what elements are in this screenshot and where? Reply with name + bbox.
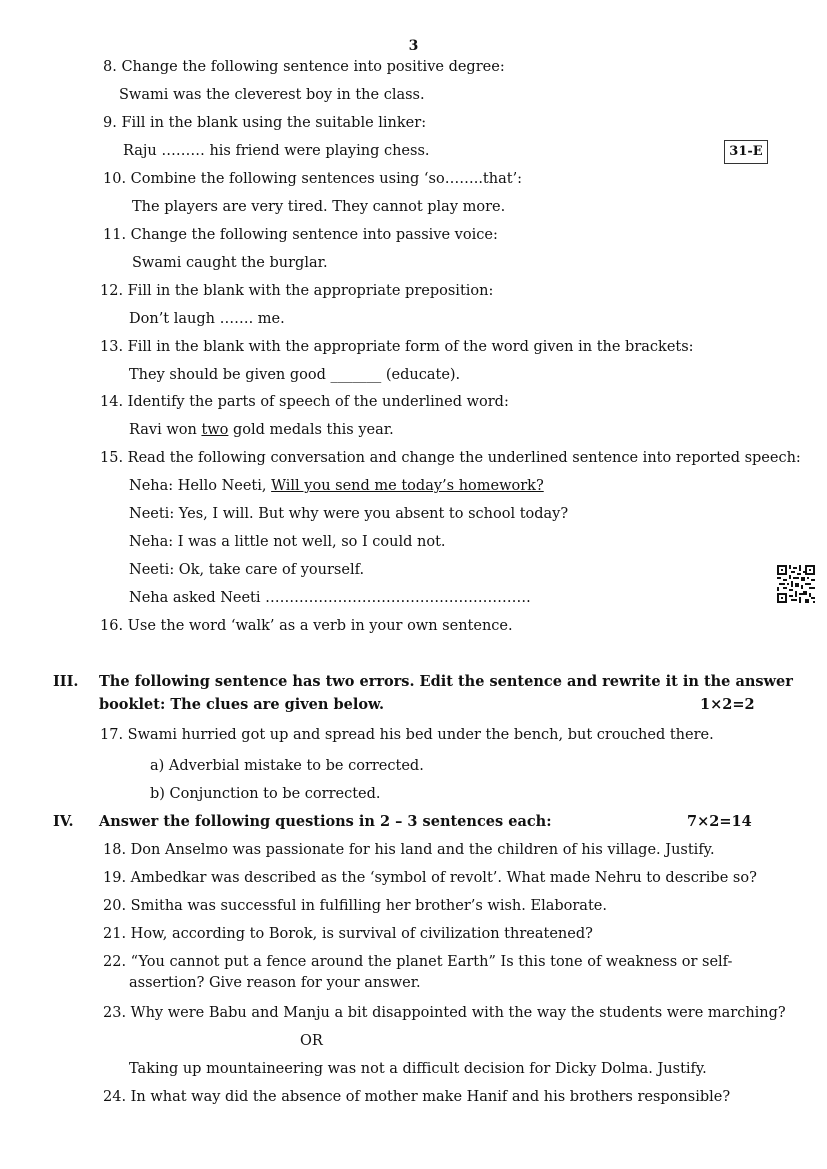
question-12: 12. Fill in the blank with the appropriate preposition: <box>100 283 494 299</box>
question-17-clue-b: b) Conjunction to be corrected. <box>150 786 381 802</box>
question-19: 19. Ambedkar was described as the ‘symbol of revolt’. What made Nehru to describe so? <box>103 870 757 886</box>
question-20: 20. Smitha was successful in fulfilling her brother’s wish. Elaborate. <box>103 898 607 914</box>
question-22-line-2: assertion? Give reason for your answer. <box>129 975 421 991</box>
qr-code-icon <box>777 565 815 603</box>
conversation-line-2: Neeti: Yes, I will. But why were you absent to school today? <box>129 506 569 522</box>
question-14: 14. Identify the parts of speech of the underlined word: <box>100 394 509 410</box>
question-9: 9. Fill in the blank using the suitable linker: <box>103 115 427 131</box>
question-17-clue-a: a) Adverbial mistake to be corrected. <box>150 758 424 774</box>
question-23: 23. Why were Babu and Manju a bit disappointed with the way the students were marching? <box>103 1005 786 1021</box>
question-17: 17. Swami hurried got up and spread his bed under the bench, but crouched there. <box>100 727 714 743</box>
question-11: 11. Change the following sentence into passive voice: <box>103 227 498 243</box>
conversation-line-4: Neeti: Ok, take care of yourself. <box>129 562 365 578</box>
section-3-instruction-line-1: The following sentence has two errors. Edit the sentence and rewrite it in the answer <box>99 673 793 690</box>
section-4-roman: IV. <box>53 813 74 830</box>
conversation-line-3: Neha: I was a little not well, so I could not. <box>129 534 446 550</box>
paper-code-box: 31-E <box>724 140 768 164</box>
question-23-alternative: Taking up mountaineering was not a difficult decision for Dicky Dolma. Justify. <box>129 1061 707 1077</box>
question-11-sentence: Swami caught the burglar. <box>132 255 328 271</box>
question-15: 15. Read the following conversation and change the underlined sentence into reported speech: <box>100 450 801 466</box>
question-21: 21. How, according to Borok, is survival of civilization threatened? <box>103 926 593 942</box>
question-14-sentence: Ravi won two gold medals this year. <box>129 422 394 438</box>
question-12-sentence: Don’t laugh ……. me. <box>129 311 285 327</box>
question-9-sentence: Raju ……… his friend were playing chess. <box>123 143 430 159</box>
question-10: 10. Combine the following sentences using ‘so……..that’: <box>103 171 523 187</box>
section-4-marks: 7×2=14 <box>687 813 752 830</box>
underlined-word: two <box>201 422 229 438</box>
section-3-marks: 1×2=2 <box>700 696 755 713</box>
question-22: 22. “You cannot put a fence around the planet Earth” Is this tone of weakness or self- <box>103 954 733 970</box>
question-8: 8. Change the following sentence into positive degree: <box>103 59 505 75</box>
question-16: 16. Use the word ‘walk’ as a verb in your own sentence. <box>100 618 513 634</box>
question-8-sentence: Swami was the cleverest boy in the class. <box>119 87 425 103</box>
conversation-line-1: Neha: Hello Neeti, Will you send me today’s homework? <box>129 478 544 494</box>
section-3-instruction-line-2: booklet: The clues are given below. <box>99 696 385 713</box>
question-24: 24. In what way did the absence of mother make Hanif and his brothers responsible? <box>103 1089 731 1105</box>
underlined-sentence: Will you send me today’s homework? <box>271 478 544 494</box>
conversation-line-5: Neha asked Neeti ………………………………………………. <box>129 590 531 606</box>
section-4-instruction: Answer the following questions in 2 – 3 sentences each: <box>99 813 552 830</box>
page-number: 3 <box>408 38 419 54</box>
or-label: OR <box>300 1033 323 1049</box>
question-10-sentence: The players are very tired. They cannot play more. <box>132 199 506 215</box>
question-13: 13. Fill in the blank with the appropriate form of the word given in the brackets: <box>100 339 694 355</box>
section-3-roman: III. <box>53 673 79 690</box>
question-18: 18. Don Anselmo was passionate for his land and the children of his village. Justify. <box>103 842 715 858</box>
question-13-sentence: They should be given good _______ (educate). <box>129 367 461 383</box>
